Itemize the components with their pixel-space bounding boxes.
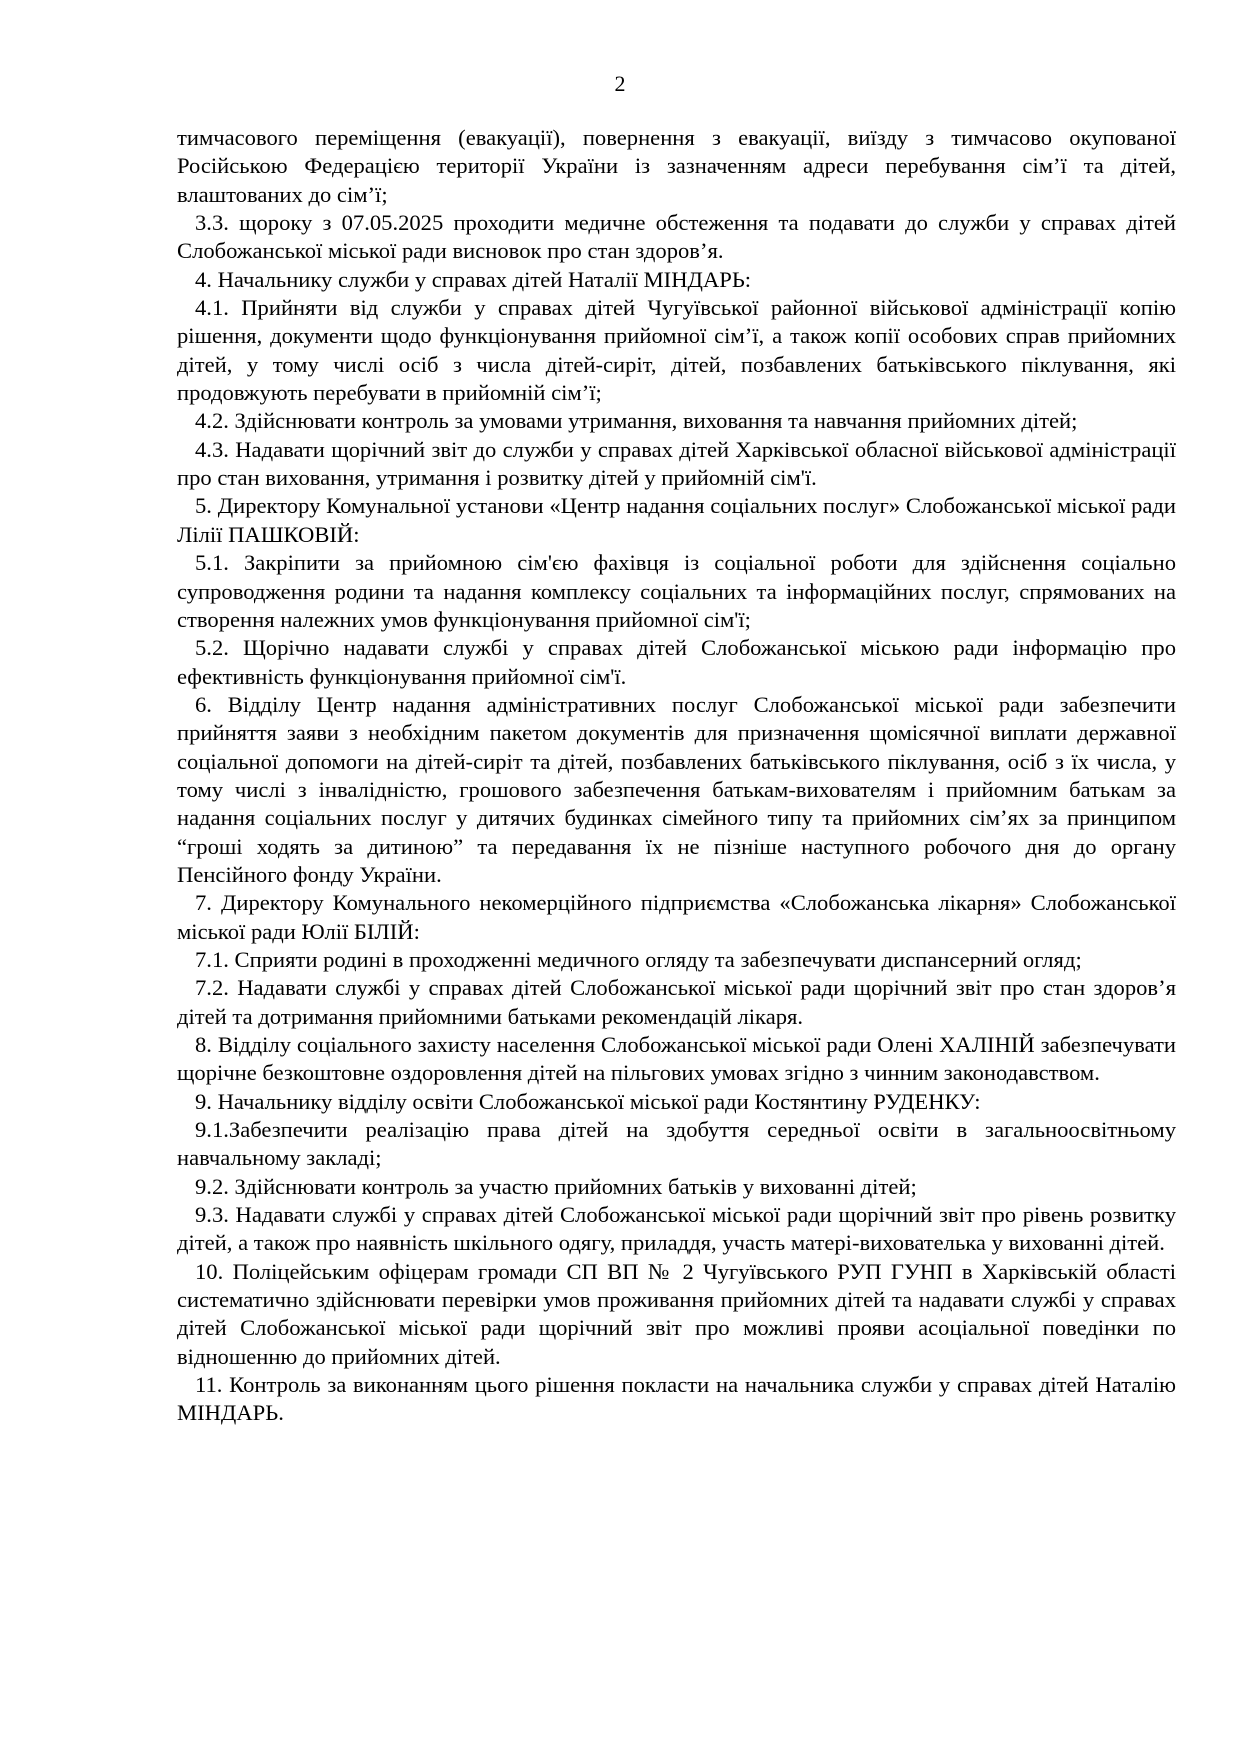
paragraph-5: 5. Директору Комунальної установи «Центр надання соціальних послуг» Слобожанської міської ради Лілії ПАШКОВІЙ: xyxy=(177,493,1176,547)
paragraph-3-3: 3.3. щороку з 07.05.2025 проходити медичне обстеження та подавати до служби у справах дітей Слобожанської міської ради висновок про стан здоров’я. xyxy=(177,210,1176,264)
paragraph-continuation: тимчасового переміщення (евакуації), повернення з евакуації, виїзду з тимчасово окупованої Російською Федерацією території України із зазначенням адреси перебування сім’ї та дітей, влаштованих до сім’ї; xyxy=(177,125,1176,207)
paragraph-9-1: 9.1.Забезпечити реалізацію права дітей на здобуття середньої освіти в загальноосвітньому навчальному закладі; xyxy=(177,1117,1176,1171)
paragraph-4-3: 4.3. Надавати щорічний звіт до служби у справах дітей Харківської обласної військової адміністрації про стан виховання, утримання і розвитку дітей у прийомній сім'ї. xyxy=(177,436,1176,491)
paragraph-8: 8. Відділу соціального захисту населення Слобожанської міської ради Олені ХАЛІНІЙ забезпечувати щорічне безкоштовне оздоровлення дітей на пільгових умовах згідно з чинним законодавством. xyxy=(177,1032,1176,1086)
paragraph-4-2: 4.2. Здійснювати контроль за умовами утримання, виховання та навчання прийомних дітей; xyxy=(195,408,1078,434)
paragraph-5-2: 5.2. Щорічно надавати службі у справах дітей Слобожанської міською ради інформацію про ефективність функціонування прийомної сім'ї. xyxy=(177,635,1176,689)
paragraph-9-2: 9.2. Здійснювати контроль за участю прийомних батьків у вихованні дітей; xyxy=(195,1173,917,1199)
paragraph-9-3: 9.3. Надавати службі у справах дітей Слобожанської міської ради щорічний звіт про рівень розвитку дітей, а також про наявність шкільного одягу, приладдя, участь матері-вихователька у вихованні дітей. xyxy=(177,1202,1176,1256)
paragraph-9: 9. Начальнику відділу освіти Слобожанської міської ради Костянтину РУДЕНКУ: xyxy=(195,1088,981,1114)
paragraph-11: 11. Контроль за виконанням цього рішення покласти на начальника служби у справах дітей Наталію МІНДАРЬ. xyxy=(177,1372,1176,1426)
paragraph-7-2: 7.2. Надавати службі у справах дітей Слобожанської міської ради щорічний звіт про стан здоров’я дітей та дотримання прийомними батьками рекомендацій лікаря. xyxy=(177,975,1176,1029)
paragraph-4-1: 4.1. Прийняти від служби у справах дітей Чугуївської районної військової адміністрації копію рішення, документи щодо функціонування прийомної сім’ї, а також копії особових справ прийомних дітей, у тому числі осіб з числа дітей-сиріт, дітей, позбавлених батьківського піклування, які продовжують перебувати в прийомній сім’ї; xyxy=(177,295,1176,406)
page-number: 2 xyxy=(614,71,626,96)
paragraph-6: 6. Відділу Центр надання адміністративних послуг Слобожанської міської ради забезпечити прийняття заяви з необхідним пакетом документів для призначення щомісячної виплати державної соціальної допомоги на дітей-сиріт та дітей, позбавлених батьківського піклування, осіб з їх числа, у тому числі з інвалідністю, грошового забезпечення батькам-вихователям і прийомним батькам за надання соціальних послуг у дитячих будинках сімейного типу та прийомних сім’ях за принципом “гроші ходять за дитиною” та передавання їх не пізніше наступного робочого дня до органу Пенсійного фонду України. xyxy=(177,691,1176,887)
paragraph-7-1: 7.1. Сприяти родині в проходженні медичного огляду та забезпечувати диспансерний огляд; xyxy=(195,946,1082,972)
document-body xyxy=(177,124,1176,1428)
paragraph-10: 10. Поліцейським офіцерам громади СП ВП № 2 Чугуївського РУП ГУНП в Харківській області систематично здійснювати перевірки умов проживання прийомних дітей та надавати службі у справах дітей Слобожанської міської ради щорічний звіт про можливі прояви асоціальної поведінки по відношенню до прийомних дітей. xyxy=(177,1258,1176,1369)
paragraph-7: 7. Директору Комунального некомерційного підприємства «Слобожанська лікарня» Слобожанської міської ради Юлії БІЛІЙ: xyxy=(177,890,1176,944)
paragraph-4: 4. Начальнику служби у справах дітей Наталії МІНДАРЬ: xyxy=(195,266,752,292)
paragraph-5-1: 5.1. Закріпити за прийомною сім'єю фахівця із соціальної роботи для здійснення соціально супроводження родини та надання комплексу соціальних та інформаційних послуг, спрямованих на створення належних умов функціонування прийомної сім'ї; xyxy=(177,550,1176,632)
